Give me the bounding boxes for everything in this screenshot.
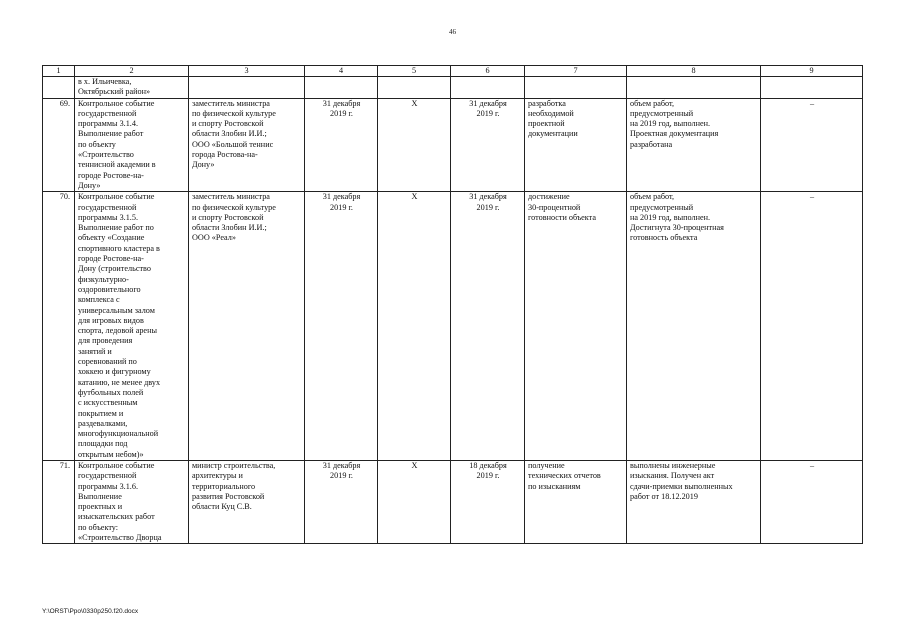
note: – bbox=[761, 460, 863, 543]
execution-status: объем работ, предусмотренный на 2019 год, выполнен. Достигнута 30-процентная готовность объекта bbox=[627, 192, 761, 461]
note: – bbox=[761, 98, 863, 192]
table-row bbox=[43, 460, 863, 543]
control-events-table bbox=[42, 65, 863, 544]
responsible-person: заместитель министра по физической культуре и спорту Ростовской области Злобин И.И.; ООО «Реал» bbox=[189, 192, 305, 461]
expected-result bbox=[525, 77, 627, 99]
row-number bbox=[43, 77, 75, 99]
execution-status bbox=[627, 77, 761, 99]
row-number: 71. bbox=[43, 460, 75, 543]
expected-result: разработка необходимой проектной документации bbox=[525, 98, 627, 192]
column-number: 3 bbox=[189, 66, 305, 77]
column-number: 6 bbox=[451, 66, 525, 77]
planned-date: 31 декабря 2019 г. bbox=[305, 460, 378, 543]
column-number: 8 bbox=[627, 66, 761, 77]
x-mark: Х bbox=[378, 460, 451, 543]
event-description: Контрольное событие государственной программы 3.1.6. Выполнение проектных и изыскательских работ по объекту: «Строительство Дворца bbox=[75, 460, 189, 543]
actual-date bbox=[451, 77, 525, 99]
responsible-person: министр строительства, архитектуры и территориального развития Ростовской области Куц С.В. bbox=[189, 460, 305, 543]
responsible-person: заместитель министра по физической культуре и спорту Ростовской области Злобин И.И.; ООО «Большой теннис города Ростова-на- Дону» bbox=[189, 98, 305, 192]
file-path-footer: Y:\ORST\Ppo\0330p250.f20.docx bbox=[42, 608, 139, 615]
x-mark: Х bbox=[378, 192, 451, 461]
table-row bbox=[43, 98, 863, 192]
execution-status: объем работ, предусмотренный на 2019 год, выполнен. Проектная документация разработана bbox=[627, 98, 761, 192]
planned-date bbox=[305, 77, 378, 99]
column-number: 2 bbox=[75, 66, 189, 77]
page-number: 46 bbox=[449, 28, 456, 36]
event-description: Контрольное событие государственной программы 3.1.5. Выполнение работ по объекту «Создание спортивного кластера в городе Ростове-на- Дону (строительство физкультурно- оздоровительного комплекса с универсальным залом для игровых видов спорта, ледовой арены для проведения занятий и соревнований по хоккею и фигурному катанию, не менее двух футбольных полей с искусственным покрытием и раздевалками, многофункциональной площадки под открытым небом)» bbox=[75, 192, 189, 461]
planned-date: 31 декабря 2019 г. bbox=[305, 98, 378, 192]
responsible-person bbox=[189, 77, 305, 99]
column-number: 4 bbox=[305, 66, 378, 77]
x-mark: Х bbox=[378, 98, 451, 192]
note bbox=[761, 77, 863, 99]
actual-date: 31 декабря 2019 г. bbox=[451, 192, 525, 461]
table-row bbox=[43, 77, 863, 99]
column-number: 7 bbox=[525, 66, 627, 77]
table-row bbox=[43, 192, 863, 461]
x-mark bbox=[378, 77, 451, 99]
column-number-row bbox=[43, 66, 863, 77]
note: – bbox=[761, 192, 863, 461]
expected-result: достижение 30-процентной готовности объекта bbox=[525, 192, 627, 461]
column-number: 5 bbox=[378, 66, 451, 77]
execution-status: выполнены инженерные изыскания. Получен акт сдачи-приемки выполненных работ от 18.12.2019 bbox=[627, 460, 761, 543]
event-description: в х. Ильичевка, Октябрьский район» bbox=[75, 77, 189, 99]
column-number: 9 bbox=[761, 66, 863, 77]
row-number: 70. bbox=[43, 192, 75, 461]
event-description: Контрольное событие государственной программы 3.1.4. Выполнение работ по объекту «Строительство теннисной академии в городе Ростове-на- Дону» bbox=[75, 98, 189, 192]
planned-date: 31 декабря 2019 г. bbox=[305, 192, 378, 461]
expected-result: получение технических отчетов по изысканиям bbox=[525, 460, 627, 543]
actual-date: 31 декабря 2019 г. bbox=[451, 98, 525, 192]
column-number: 1 bbox=[43, 66, 75, 77]
actual-date: 18 декабря 2019 г. bbox=[451, 460, 525, 543]
row-number: 69. bbox=[43, 98, 75, 192]
